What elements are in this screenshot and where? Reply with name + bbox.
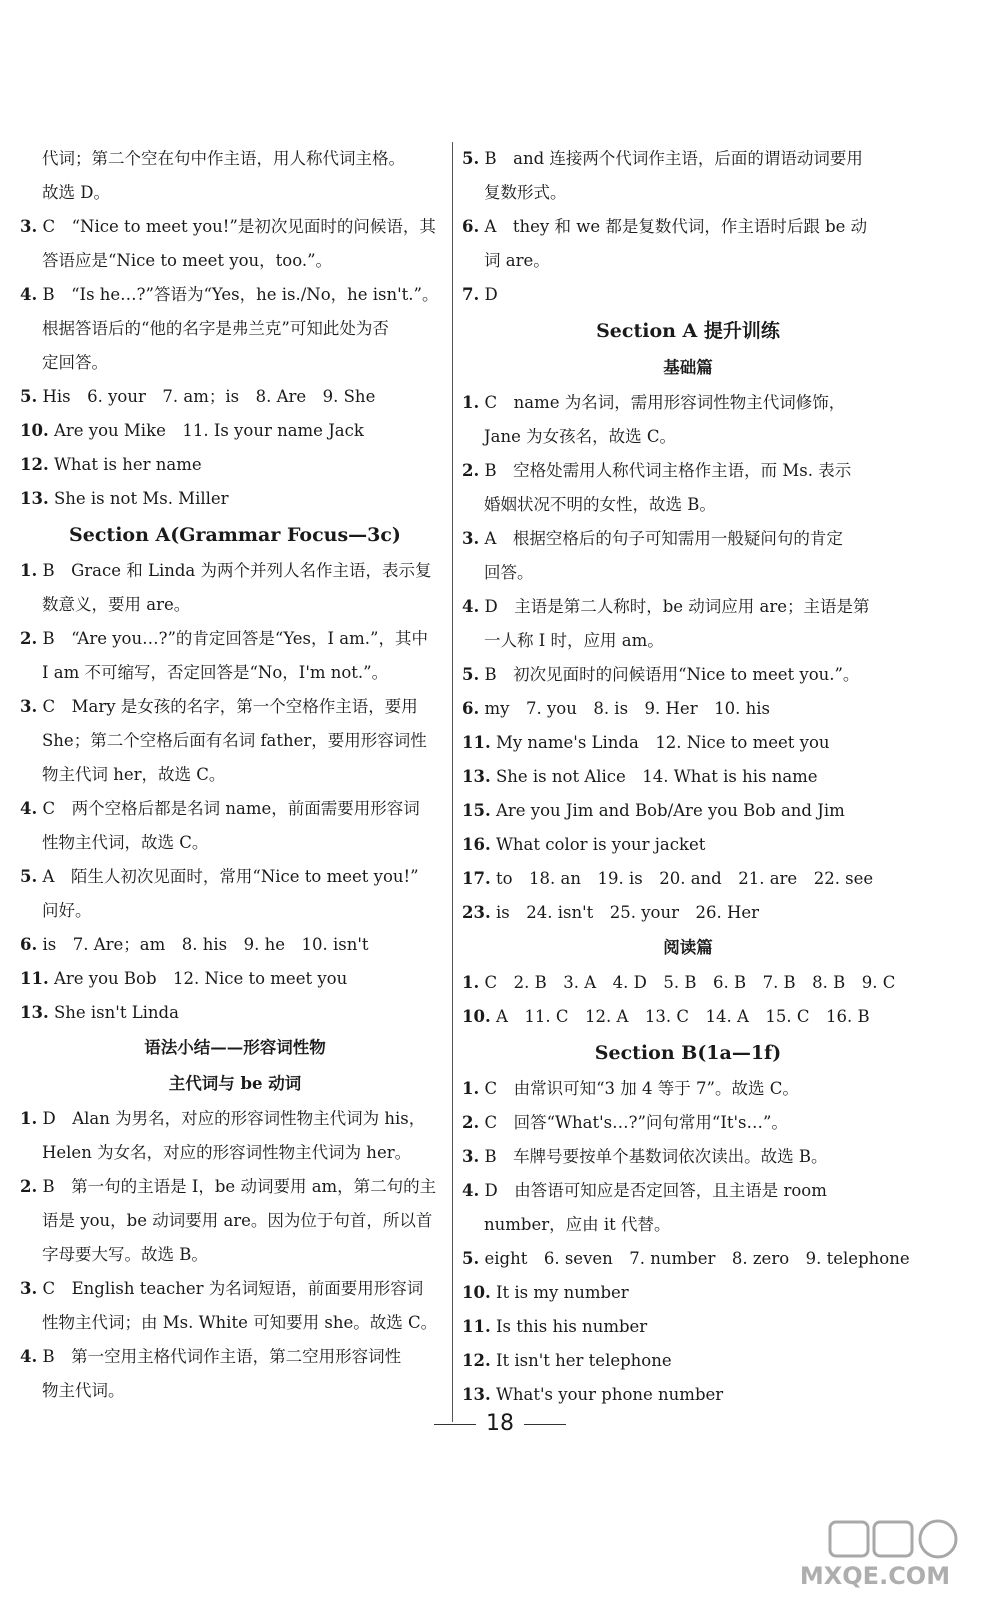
answer-item	[20, 996, 450, 1030]
item-text: She isn't Linda	[53, 1003, 179, 1022]
item-number: 4.	[20, 799, 38, 818]
item-text: D 主语是第二人称时，be 动词应用 are；主语是第	[484, 597, 870, 616]
continuation-line: 问好。	[42, 901, 92, 920]
item-text: His 6. your 7. am；is 8. Are 9. She	[42, 387, 376, 406]
item-text: She is not Ms. Miller	[53, 489, 229, 508]
item-text: B 第一句的主语是 I，be 动词要用 am，第二句的主	[42, 1177, 437, 1196]
continuation-line: 定回答。	[42, 353, 108, 372]
item-number: 6.	[462, 699, 480, 718]
item-number: 10.	[20, 421, 49, 440]
item-text: C English teacher 为名词短语，前面要用形容词	[42, 1279, 424, 1298]
item-number: 5.	[462, 1249, 480, 1268]
item-number: 13.	[20, 1003, 49, 1022]
item-text: Is this his number	[495, 1317, 648, 1336]
item-text: D Alan 为男名，对应的形容词性物主代词为 his，	[42, 1109, 426, 1128]
answer-item	[462, 590, 914, 624]
continuation-line: 性物主代词，故选 C。	[42, 833, 209, 852]
continuation-line: number，应由 it 代替。	[484, 1215, 671, 1234]
continuation-line: 答语应是“Nice to meet you，too.”。	[42, 251, 333, 270]
answer-item	[462, 896, 914, 930]
item-text: D	[484, 285, 498, 304]
item-text: B 第一空用主格代词作主语，第二空用形容词性	[42, 1347, 402, 1366]
item-text: to 18. an 19. is 20. and 21. are 22. see	[495, 869, 874, 888]
item-text: It isn't her telephone	[495, 1351, 672, 1370]
item-number: 11.	[20, 969, 49, 988]
item-number: 1.	[462, 973, 480, 992]
answer-item	[462, 966, 914, 1000]
answer-item	[462, 1000, 914, 1034]
item-number: 4.	[462, 597, 480, 616]
item-text: is 24. isn't 25. your 26. Her	[495, 903, 760, 922]
item-text: My name's Linda 12. Nice to meet you	[495, 733, 830, 752]
answer-item	[462, 692, 914, 726]
section-heading: Section B(1a—1f)	[594, 1042, 782, 1064]
answer-item	[20, 482, 450, 516]
answer-item	[462, 828, 914, 862]
answer-item	[20, 1102, 450, 1136]
item-text: It is my number	[495, 1283, 629, 1302]
answer-item	[462, 210, 914, 244]
item-number: 16.	[462, 835, 491, 854]
item-text: A 根据空格后的句子可知需用一般疑问句的肯定	[484, 529, 843, 548]
continuation-line: 词 are。	[484, 251, 550, 270]
item-number: 13.	[462, 767, 491, 786]
item-number: 3.	[20, 697, 38, 716]
item-number: 5.	[20, 867, 38, 886]
item-number: 11.	[462, 733, 491, 752]
answer-item	[20, 928, 450, 962]
item-text: C 2. B 3. A 4. D 5. B 6. B 7. B 8. B 9. C	[484, 973, 896, 992]
item-text: A they 和 we 都是复数代词，作主语时后跟 be 动	[484, 217, 868, 236]
continuation-line: 物主代词 her，故选 C。	[42, 765, 226, 784]
answer-item	[20, 448, 450, 482]
sub-heading: 阅读篇	[663, 938, 713, 957]
item-text: C name 为名词，需用形容词性物主代词修饰，	[484, 393, 846, 412]
item-number: 3.	[20, 1279, 38, 1298]
continuation-line: Jane 为女孩名，故选 C。	[484, 427, 676, 446]
item-number: 2.	[462, 461, 480, 480]
item-number: 4.	[462, 1181, 480, 1200]
sub-heading: 主代词与 be 动词	[168, 1074, 302, 1093]
answer-item	[20, 414, 450, 448]
continuation-line: 回答。	[484, 563, 534, 582]
answer-item	[462, 454, 914, 488]
item-number: 6.	[20, 935, 38, 954]
continuation-line: 代词；第二个空在句中作主语，用人称代词主格。	[42, 149, 405, 168]
answer-item	[20, 1340, 450, 1374]
item-text: eight 6. seven 7. number 8. zero 9. telephone	[484, 1249, 910, 1268]
item-text: C 回答“What's…?”问句常用“It's…”。	[484, 1113, 788, 1132]
item-text: C “Nice to meet you!”是初次见面时的问候语，其	[42, 217, 436, 236]
item-number: 3.	[462, 1147, 480, 1166]
item-text: C 由常识可知“3 加 4 等于 7”。故选 C。	[484, 1079, 799, 1098]
answer-item	[462, 862, 914, 896]
answer-item	[462, 658, 914, 692]
watermark-text: MXQE.COM	[799, 1562, 951, 1590]
answer-item	[462, 142, 914, 176]
continuation-line: 字母要大写。故选 B。	[42, 1245, 208, 1264]
item-number: 10.	[462, 1007, 491, 1026]
item-text: is 7. Are；am 8. his 9. he 10. isn't	[42, 935, 369, 954]
item-number: 4.	[20, 285, 38, 304]
answer-item	[462, 794, 914, 828]
answer-item	[462, 1106, 914, 1140]
answer-item	[20, 1272, 450, 1306]
item-number: 6.	[462, 217, 480, 236]
item-text: B and 连接两个代词作主语，后面的谓语动词要用	[484, 149, 863, 168]
sub-heading: 基础篇	[663, 358, 713, 377]
answer-item	[20, 792, 450, 826]
continuation-line: 性物主代词；由 Ms. White 可知要用 she。故选 C。	[42, 1313, 438, 1332]
answer-item	[462, 1276, 914, 1310]
item-number: 1.	[20, 1109, 38, 1128]
item-number: 2.	[20, 1177, 38, 1196]
item-number: 5.	[462, 665, 480, 684]
answer-item	[462, 1174, 914, 1208]
answer-item	[462, 726, 914, 760]
item-text: B 车牌号要按单个基数词依次读出。故选 B。	[484, 1147, 828, 1166]
answer-item	[462, 1344, 914, 1378]
item-number: 17.	[462, 869, 491, 888]
right-column	[462, 142, 914, 1412]
item-text: What color is your jacket	[495, 835, 706, 854]
item-text: D 由答语可知应是否定回答，且主语是 room	[484, 1181, 827, 1200]
item-text: What's your phone number	[495, 1385, 724, 1404]
left-column	[20, 142, 450, 1408]
item-number: 3.	[462, 529, 480, 548]
item-number: 12.	[20, 455, 49, 474]
item-number: 5.	[462, 149, 480, 168]
item-text: A 11. C 12. A 13. C 14. A 15. C 16. B	[495, 1007, 870, 1026]
continuation-line: Helen 为女名，对应的形容词性物主代词为 her。	[42, 1143, 412, 1162]
answer-item	[20, 554, 450, 588]
item-number: 1.	[462, 393, 480, 412]
section-heading: Section A(Grammar Focus—3c)	[69, 524, 401, 546]
continuation-line: 根据答语后的“他的名字是弗兰克”可知此处为否	[42, 319, 389, 338]
page-number: 18	[486, 1411, 514, 1436]
item-text: Are you Mike 11. Is your name Jack	[53, 421, 364, 440]
item-text: C 两个空格后都是名词 name，前面需要用形容词	[42, 799, 420, 818]
item-text: A 陌生人初次见面时，常用“Nice to meet you!”	[42, 867, 419, 886]
item-number: 2.	[20, 629, 38, 648]
section-heading: Section A 提升训练	[596, 320, 780, 342]
page-number-footer	[0, 1404, 1000, 1444]
answer-item	[462, 1310, 914, 1344]
item-text: B 空格处需用人称代词主格作主语，而 Ms. 表示	[484, 461, 852, 480]
answer-item	[462, 386, 914, 420]
answer-item	[20, 962, 450, 996]
continuation-line: 数意义，要用 are。	[42, 595, 191, 614]
sub-heading: 语法小结——形容词性物	[144, 1038, 326, 1057]
item-text: C Mary 是女孩的名字，第一个空格作主语，要用	[42, 697, 418, 716]
item-text: B 初次见面时的问候语用“Nice to meet you.”。	[484, 665, 860, 684]
watermark-logo	[770, 1518, 980, 1592]
continuation-line: 复数形式。	[484, 183, 567, 202]
footer-rule-right	[524, 1424, 566, 1425]
continuation-line: 一人称 I 时，应用 am。	[484, 631, 664, 650]
item-number: 15.	[462, 801, 491, 820]
answer-item	[20, 860, 450, 894]
answer-item	[462, 1242, 914, 1276]
answer-item	[462, 760, 914, 794]
continuation-line: 物主代词。	[42, 1381, 125, 1400]
item-text: B Grace 和 Linda 为两个并列人名作主语，表示复	[42, 561, 432, 580]
item-text: Are you Bob 12. Nice to meet you	[53, 969, 348, 988]
item-text: What is her name	[53, 455, 202, 474]
item-number: 3.	[20, 217, 38, 236]
continuation-line: I am 不可缩写，否定回答是“No，I'm not.”。	[42, 663, 389, 682]
answer-item	[462, 522, 914, 556]
item-number: 23.	[462, 903, 491, 922]
footer-rule-left	[434, 1424, 476, 1425]
item-number: 13.	[20, 489, 49, 508]
item-number: 7.	[462, 285, 480, 304]
answer-item	[20, 278, 450, 312]
continuation-line: She；第二个空格后面有名词 father，要用形容词性	[42, 731, 427, 750]
continuation-line: 婚姻状况不明的女性，故选 B。	[484, 495, 716, 514]
item-number: 1.	[20, 561, 38, 580]
item-text: B “Is he…?”答语为“Yes，he is./No，he isn't.”。	[42, 285, 439, 304]
answer-item	[462, 1140, 914, 1174]
answer-item	[20, 210, 450, 244]
item-text: B “Are you…?”的肯定回答是“Yes，I am.”，其中	[42, 629, 428, 648]
answer-item	[20, 690, 450, 724]
item-number: 4.	[20, 1347, 38, 1366]
item-number: 1.	[462, 1079, 480, 1098]
item-number: 2.	[462, 1113, 480, 1132]
item-text: Are you Jim and Bob/Are you Bob and Jim	[495, 801, 845, 820]
item-number: 12.	[462, 1351, 491, 1370]
item-number: 5.	[20, 387, 38, 406]
answer-item	[20, 622, 450, 656]
answer-item	[20, 380, 450, 414]
item-text: She is not Alice 14. What is his name	[495, 767, 818, 786]
column-divider	[452, 142, 453, 1422]
continuation-line: 故选 D。	[42, 183, 110, 202]
answer-item	[462, 278, 914, 312]
continuation-line: 语是 you，be 动词要用 are。因为位于句首，所以首	[42, 1211, 433, 1230]
item-number: 13.	[462, 1385, 491, 1404]
answer-item	[462, 1072, 914, 1106]
item-text: my 7. you 8. is 9. Her 10. his	[484, 699, 770, 718]
item-number: 11.	[462, 1317, 491, 1336]
item-number: 10.	[462, 1283, 491, 1302]
answer-item	[20, 1170, 450, 1204]
